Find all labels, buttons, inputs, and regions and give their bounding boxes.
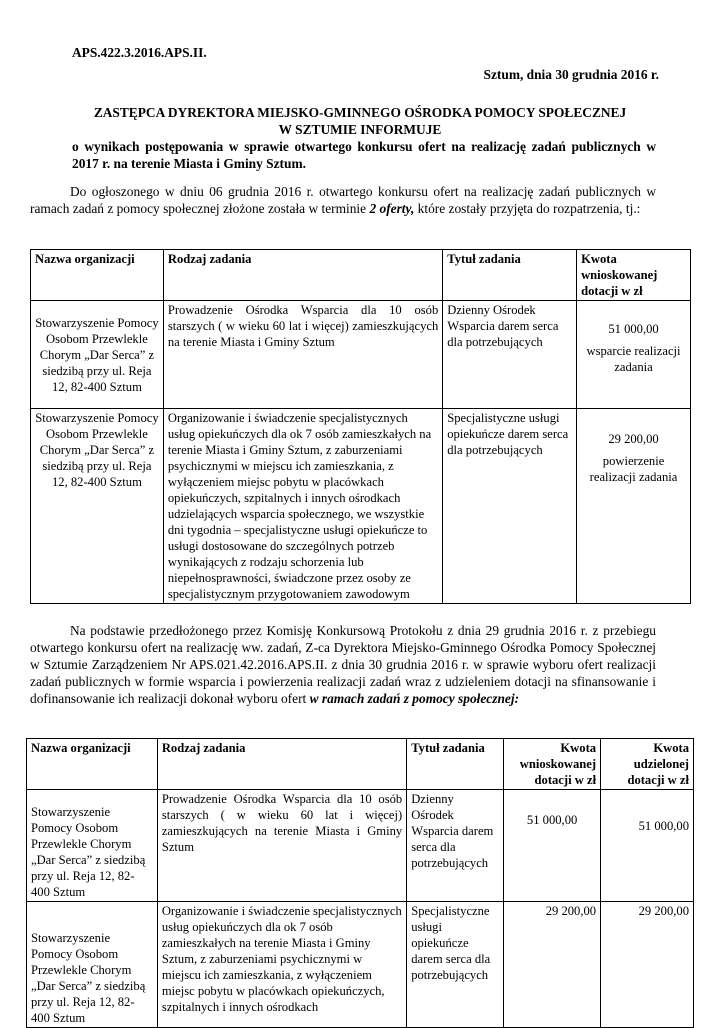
- header-requested-amount: Kwota wnioskowanej dotacji w zł: [577, 250, 691, 301]
- intro-text-after: które zostały przyjęta do rozpatrzenia, tj.:: [414, 201, 641, 216]
- organization-cell: Stowarzyszenie Pomocy Osobom Przewlekle Chorym „Dar Serca” z siedzibą przy ul. Reja 12, 82-400 Sztum: [31, 301, 164, 409]
- header-organization: Nazwa organizacji: [31, 250, 164, 301]
- header-task-type: Rodzaj zadania: [157, 739, 406, 790]
- organization-cell: Stowarzyszenie Pomocy Osobom Przewlekle Chorym „Dar Serca” z siedzibą przy ul. Reja 12, 82-400 Sztum: [27, 790, 158, 902]
- decision-emphasis: w ramach zadań z pomocy społecznej:: [309, 691, 520, 706]
- decision-paragraph: [30, 622, 656, 707]
- intro-emphasis: 2 oferty,: [369, 201, 415, 216]
- task-type-cell: Prowadzenie Ośrodka Wsparcia dla 10 osób starszych ( w wieku 60 lat i więcej) zamieszkujących na terenie Miasta i Gminy Sztum: [157, 790, 406, 902]
- task-title-cell: Dzienny Ośrodek Wsparcia darem serca dla potrzebujących: [407, 790, 504, 902]
- table-row: [31, 409, 691, 604]
- table-header-row: [27, 739, 694, 790]
- table-row: [27, 790, 694, 902]
- funding-form: wsparcie realizacji zadania: [586, 344, 681, 374]
- task-type-cell: Prowadzenie Ośrodka Wsparcia dla 10 osób starszych ( w wieku 60 lat i więcej) zamieszkujących na terenie Miasta i Gminy Sztum: [163, 301, 442, 409]
- requested-amount-cell: 51 000,00: [504, 790, 601, 902]
- amount-cell: [577, 409, 691, 604]
- title-line-2: W SZTUMIE INFORMUJE: [278, 122, 442, 137]
- header-requested-amount: Kwota wnioskowanej dotacji w zł: [504, 739, 601, 790]
- intro-paragraph: [30, 183, 656, 217]
- title-subject: o wynikach postępowania w sprawie otwartego konkursu ofert na realizację zadań publicznych w 2017 r. na terenie Miasta i Gminy Sztum.: [72, 139, 656, 171]
- organization-cell: Stowarzyszenie Pomocy Osobom Przewlekle Chorym „Dar Serca” z siedzibą przy ul. Reja 12, 82-400 Sztum: [31, 409, 164, 604]
- table-row: [31, 301, 691, 409]
- requested-amount: 29 200,00: [608, 432, 659, 446]
- requested-amount: 51 000,00: [608, 322, 659, 336]
- table-row: [27, 902, 694, 1028]
- submitted-offers-table: [30, 249, 691, 604]
- task-title-cell: Dzienny Ośrodek Wsparcia darem serca dla potrzebujących: [443, 301, 577, 409]
- table-header-row: [31, 250, 691, 301]
- document-date: Sztum, dnia 30 grudnia 2016 r.: [483, 67, 659, 82]
- header-task-title: Tytuł zadania: [407, 739, 504, 790]
- requested-amount-cell: 29 200,00: [504, 902, 601, 1028]
- task-title-cell: Specjalistyczne usługi opiekuńcze darem serca dla potrzebujących: [443, 409, 577, 604]
- intro-text-before: Do ogłoszonego w dniu 06 grudnia 2016 r. otwartego konkursu ofert na realizację zadań publicznych w ramach zadań z pomocy społecznej złożone została w terminie: [30, 184, 656, 216]
- document-reference: APS.422.3.2016.APS.II.: [72, 45, 207, 60]
- header-granted-amount: Kwota udzielonej dotacji w zł: [601, 739, 694, 790]
- granted-amount-cell: 51 000,00: [601, 790, 694, 902]
- selected-offers-table: [26, 738, 694, 1028]
- title-line-1: ZASTĘPCA DYREKTORA MIEJSKO-GMINNEGO OŚRODKA POMOCY SPOŁECZNEJ: [93, 105, 627, 120]
- header-organization: Nazwa organizacji: [27, 739, 158, 790]
- header-task-title: Tytuł zadania: [443, 250, 577, 301]
- header-task-type: Rodzaj zadania: [163, 250, 442, 301]
- task-title-cell: Specjalistyczne usługi opiekuńcze darem serca dla potrzebujących: [407, 902, 504, 1028]
- task-type-cell: Organizowanie i świadczenie specjalistycznych usług opiekuńczych dla ok 7 osób zamieszkałych na terenie Miasta i Gminy Sztum, z zaburzeniami psychicznymi w miejscu ich zamieszkania, z wyłączeniem miejsc pobytu w placówkach opiekuńczych, szpitalnych i innych ośrodkach udzielających wsparcia społecznego, we wszystkie dni tygodnia – specjalistyczne usługi opiekuńcze to usługi dostosowane do szczególnych potrzeb wynikających z rodzaju schorzenia lub niepełnosprawności, świadczone przez osoby ze specjalistycznym przygotowaniem zawodowym: [163, 409, 442, 604]
- task-type-cell: Organizowanie i świadczenie specjalistycznych usług opiekuńczych dla ok 7 osób zamieszkałych na terenie Miasta i Gminy Sztum, z zaburzeniami psychicznymi w miejscu ich zamieszkania, z wyłączeniem miejsc pobytu w placówkach opiekuńczych, szpitalnych i innych ośrodkach: [157, 902, 406, 1028]
- amount-cell: [577, 301, 691, 409]
- organization-cell: Stowarzyszenie Pomocy Osobom Przewlekle Chorym „Dar Serca” z siedzibą przy ul. Reja 12, 82-400 Sztum: [27, 902, 158, 1028]
- decision-text: Na podstawie przedłożonego przez Komisję Konkursową Protokołu z dnia 29 grudnia 2016 r. z przebiegu otwartego konkursu ofert na realizację ww. zadań, Z-ca Dyrektora Miejsko-Gminnego Ośrodka Pomocy Społecznej w Sztumie Zarządzeniem Nr APS.021.42.2016.APS.II. z dnia 30 grudnia 2016 r. w sprawie wyboru ofert realizacji zadań publicznych w formie wsparcia i powierzenia realizacji zadań wraz z udzieleniem dotacji na sfinansowanie i dofinansowanie ich realizacji dokonał wyboru ofert: [30, 623, 656, 706]
- funding-form: powierzenie realizacji zadania: [589, 454, 678, 484]
- granted-amount-cell: 29 200,00: [601, 902, 694, 1028]
